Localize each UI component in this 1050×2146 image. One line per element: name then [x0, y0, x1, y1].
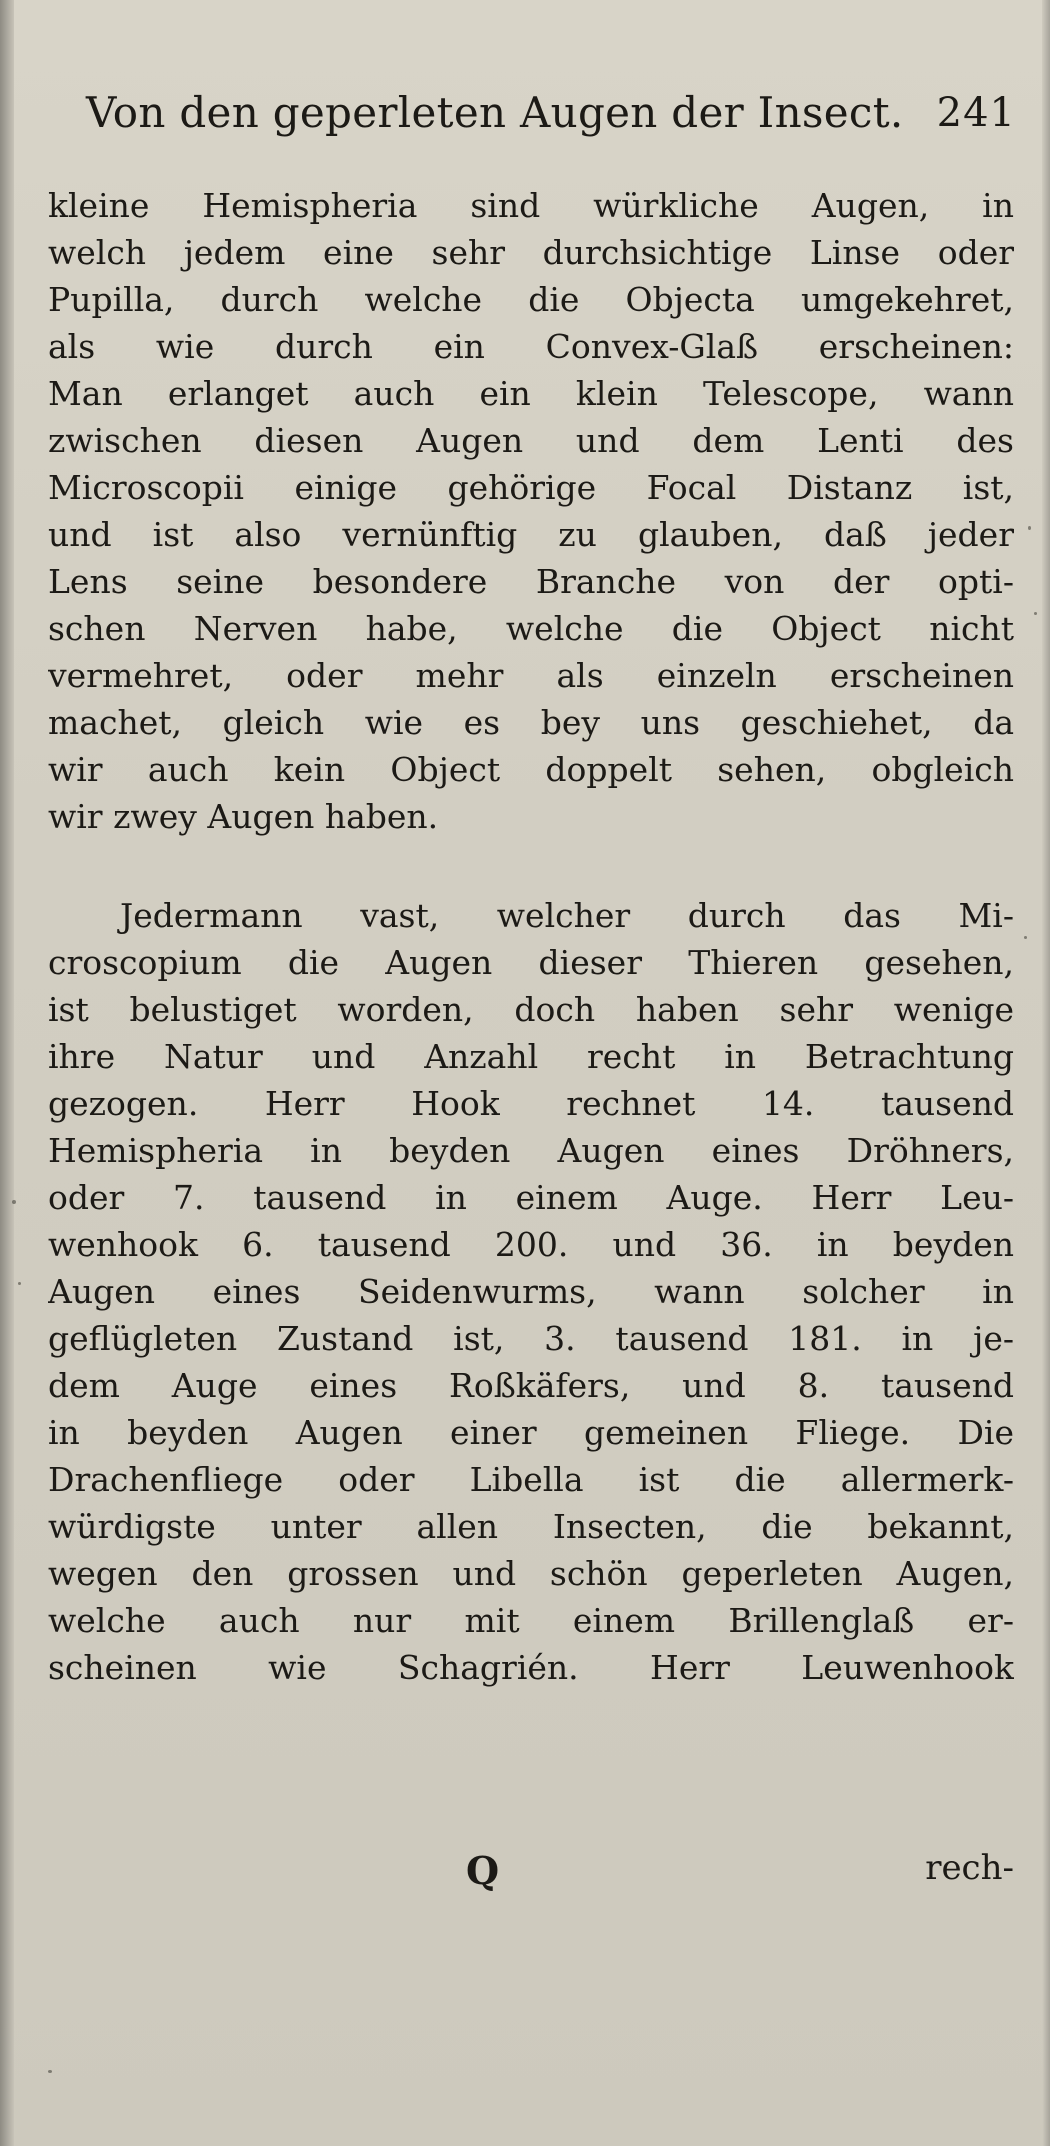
- text-line: welche auch nur mit einem Brillenglaß er-: [48, 1601, 1014, 1640]
- text-line: wenhook 6. tausend 200. und 36. in beyden: [48, 1225, 1014, 1264]
- text-line: kleine Hemispheria sind würkliche Augen, in: [48, 186, 1014, 225]
- text-line: Jedermann vast, welcher durch das Mi-: [120, 896, 1014, 935]
- text-line: in beyden Augen einer gemeinen Fliege. Die: [48, 1413, 1014, 1452]
- text-line: geflügleten Zustand ist, 3. tausend 181. in je-: [48, 1319, 1014, 1358]
- page-header: [86, 88, 1016, 148]
- paper-speck: [1034, 612, 1037, 615]
- text-line: gezogen. Herr Hook rechnet 14. tausend: [48, 1084, 1014, 1123]
- page-footer: [48, 1848, 1014, 1908]
- text-line: und ist also vernünftig zu glauben, daß jeder: [48, 515, 1014, 554]
- paper-speck: [12, 1200, 16, 1204]
- paragraph-spacer: [48, 840, 1014, 892]
- paper-speck: [1024, 936, 1027, 939]
- text-line: machet, gleich wie es bey uns geschiehet, da: [48, 703, 1014, 742]
- text-line: als wie durch ein Convex-Glaß erscheinen:: [48, 327, 1014, 366]
- page-number: 241: [936, 90, 1016, 136]
- text-line: ihre Natur und Anzahl recht in Betrachtung: [48, 1037, 1014, 1076]
- catchword: rech-: [925, 1848, 1014, 1888]
- text-line: croscopium die Augen dieser Thieren gesehen,: [48, 943, 1014, 982]
- running-head: Von den geperleten Augen der Insect.: [86, 88, 904, 137]
- text-line: wir auch kein Object doppelt sehen, obgleich: [48, 750, 1014, 789]
- page-edge-shadow-right: [1042, 0, 1050, 2146]
- text-line: Drachenfliege oder Libella ist die allermerk-: [48, 1460, 1014, 1499]
- text-line: Pupilla, durch welche die Objecta umgekehret,: [48, 280, 1014, 319]
- text-line: Hemispheria in beyden Augen eines Dröhners,: [48, 1131, 1014, 1170]
- text-line: dem Auge eines Roßkäfers, und 8. tausend: [48, 1366, 1014, 1405]
- paper-speck: [18, 1282, 21, 1285]
- page-edge-shadow: [0, 0, 14, 2146]
- signature-mark: Q: [466, 1848, 500, 1893]
- paper-speck: [1028, 526, 1031, 530]
- text-line: ist belustiget worden, doch haben sehr wenige: [48, 990, 1014, 1029]
- text-line: Lens seine besondere Branche von der opti-: [48, 562, 1014, 601]
- text-line: zwischen diesen Augen und dem Lenti des: [48, 421, 1014, 460]
- text-line: welch jedem eine sehr durchsichtige Linse oder: [48, 233, 1014, 272]
- paragraph-2: [48, 892, 1014, 1691]
- text-line: würdigste unter allen Insecten, die bekannt,: [48, 1507, 1014, 1546]
- text-line: scheinen wie Schagrién. Herr Leuwenhook: [48, 1648, 1014, 1687]
- text-line: wegen den grossen und schön geperleten Augen,: [48, 1554, 1014, 1593]
- text-line: Microscopii einige gehörige Focal Distanz ist,: [48, 468, 1014, 507]
- text-line: Man erlanget auch ein klein Telescope, wann: [48, 374, 1014, 413]
- text-line: schen Nerven habe, welche die Object nicht: [48, 609, 1014, 648]
- text-line: wir zwey Augen haben.: [48, 797, 439, 836]
- text-line: Augen eines Seidenwurms, wann solcher in: [48, 1272, 1014, 1311]
- paragraph-1: [48, 182, 1014, 840]
- text-line: vermehret, oder mehr als einzeln erscheinen: [48, 656, 1014, 695]
- body-text: [48, 182, 1014, 1691]
- text-line: oder 7. tausend in einem Auge. Herr Leu-: [48, 1178, 1014, 1217]
- paper-speck: [48, 2070, 52, 2073]
